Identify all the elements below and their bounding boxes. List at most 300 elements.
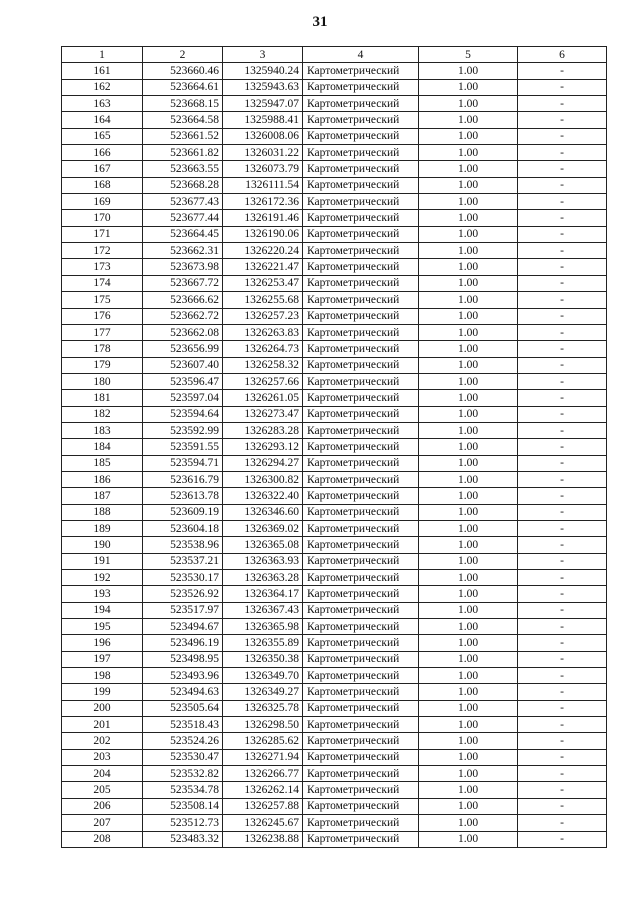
- cell-accuracy: 1.00: [419, 79, 518, 95]
- cell-point-number: 172: [62, 243, 143, 259]
- cell-method: Картометрический: [303, 373, 419, 389]
- cell-y-coordinate: 1326263.83: [223, 324, 303, 340]
- cell-x-coordinate: 523677.43: [143, 194, 223, 210]
- cell-point-number: 181: [62, 390, 143, 406]
- table-row: [62, 520, 607, 536]
- cell-accuracy: 1.00: [419, 749, 518, 765]
- cell-x-coordinate: 523607.40: [143, 357, 223, 373]
- cell-note: -: [518, 324, 607, 340]
- cell-accuracy: 1.00: [419, 226, 518, 242]
- cell-point-number: 175: [62, 292, 143, 308]
- cell-point-number: 183: [62, 422, 143, 438]
- cell-y-coordinate: 1326365.98: [223, 619, 303, 635]
- cell-accuracy: 1.00: [419, 471, 518, 487]
- cell-point-number: 177: [62, 324, 143, 340]
- cell-point-number: 194: [62, 602, 143, 618]
- cell-point-number: 207: [62, 815, 143, 831]
- cell-y-coordinate: 1326257.88: [223, 798, 303, 814]
- cell-x-coordinate: 523524.26: [143, 733, 223, 749]
- cell-method: Картометрический: [303, 782, 419, 798]
- cell-note: -: [518, 619, 607, 635]
- cell-method: Картометрический: [303, 161, 419, 177]
- cell-point-number: 168: [62, 177, 143, 193]
- table-row: [62, 357, 607, 373]
- table-row: [62, 243, 607, 259]
- cell-method: Картометрический: [303, 194, 419, 210]
- cell-x-coordinate: 523494.63: [143, 684, 223, 700]
- cell-point-number: 169: [62, 194, 143, 210]
- cell-x-coordinate: 523661.52: [143, 128, 223, 144]
- cell-y-coordinate: 1326363.28: [223, 570, 303, 586]
- cell-method: Картометрический: [303, 602, 419, 618]
- cell-y-coordinate: 1326294.27: [223, 455, 303, 471]
- cell-y-coordinate: 1326111.54: [223, 177, 303, 193]
- cell-x-coordinate: 523668.15: [143, 96, 223, 112]
- cell-point-number: 166: [62, 145, 143, 161]
- cell-point-number: 193: [62, 586, 143, 602]
- cell-point-number: 176: [62, 308, 143, 324]
- cell-point-number: 170: [62, 210, 143, 226]
- cell-x-coordinate: 523597.04: [143, 390, 223, 406]
- cell-x-coordinate: 523526.92: [143, 586, 223, 602]
- cell-point-number: 208: [62, 831, 143, 847]
- table-row: [62, 684, 607, 700]
- cell-point-number: 185: [62, 455, 143, 471]
- cell-note: -: [518, 357, 607, 373]
- table-row: [62, 210, 607, 226]
- cell-note: -: [518, 733, 607, 749]
- table-row: [62, 194, 607, 210]
- cell-accuracy: 1.00: [419, 373, 518, 389]
- cell-accuracy: 1.00: [419, 112, 518, 128]
- cell-point-number: 195: [62, 619, 143, 635]
- cell-accuracy: 1.00: [419, 684, 518, 700]
- cell-accuracy: 1.00: [419, 128, 518, 144]
- cell-point-number: 184: [62, 439, 143, 455]
- cell-point-number: 201: [62, 717, 143, 733]
- cell-y-coordinate: 1326266.77: [223, 766, 303, 782]
- cell-point-number: 205: [62, 782, 143, 798]
- cell-point-number: 186: [62, 471, 143, 487]
- cell-note: -: [518, 766, 607, 782]
- cell-method: Картометрический: [303, 749, 419, 765]
- cell-point-number: 202: [62, 733, 143, 749]
- cell-x-coordinate: 523668.28: [143, 177, 223, 193]
- cell-x-coordinate: 523662.72: [143, 308, 223, 324]
- cell-point-number: 197: [62, 651, 143, 667]
- cell-accuracy: 1.00: [419, 357, 518, 373]
- cell-note: -: [518, 831, 607, 847]
- cell-note: -: [518, 128, 607, 144]
- cell-method: Картометрический: [303, 112, 419, 128]
- cell-y-coordinate: 1326253.47: [223, 275, 303, 291]
- cell-note: -: [518, 406, 607, 422]
- table-row: [62, 553, 607, 569]
- table-row: [62, 455, 607, 471]
- cell-y-coordinate: 1326322.40: [223, 488, 303, 504]
- cell-note: -: [518, 145, 607, 161]
- table-row: [62, 177, 607, 193]
- cell-y-coordinate: 1326349.70: [223, 668, 303, 684]
- cell-x-coordinate: 523532.82: [143, 766, 223, 782]
- cell-note: -: [518, 815, 607, 831]
- cell-method: Картометрический: [303, 275, 419, 291]
- cell-method: Картометрический: [303, 635, 419, 651]
- cell-method: Картометрический: [303, 651, 419, 667]
- cell-y-coordinate: 1326008.06: [223, 128, 303, 144]
- header-col-4: 4: [303, 47, 419, 63]
- cell-method: Картометрический: [303, 553, 419, 569]
- cell-y-coordinate: 1326325.78: [223, 700, 303, 716]
- cell-accuracy: 1.00: [419, 520, 518, 536]
- cell-note: -: [518, 668, 607, 684]
- table-row: [62, 488, 607, 504]
- cell-note: -: [518, 390, 607, 406]
- cell-accuracy: 1.00: [419, 700, 518, 716]
- cell-x-coordinate: 523534.78: [143, 782, 223, 798]
- cell-point-number: 191: [62, 553, 143, 569]
- cell-point-number: 198: [62, 668, 143, 684]
- cell-y-coordinate: 1326363.93: [223, 553, 303, 569]
- cell-point-number: 178: [62, 341, 143, 357]
- cell-x-coordinate: 523483.32: [143, 831, 223, 847]
- table-row: [62, 128, 607, 144]
- cell-accuracy: 1.00: [419, 243, 518, 259]
- cell-y-coordinate: 1326031.22: [223, 145, 303, 161]
- cell-point-number: 161: [62, 63, 143, 79]
- cell-y-coordinate: 1326298.50: [223, 717, 303, 733]
- cell-note: -: [518, 553, 607, 569]
- cell-method: Картометрический: [303, 324, 419, 340]
- cell-accuracy: 1.00: [419, 782, 518, 798]
- cell-x-coordinate: 523496.19: [143, 635, 223, 651]
- cell-note: -: [518, 439, 607, 455]
- cell-accuracy: 1.00: [419, 831, 518, 847]
- cell-note: -: [518, 96, 607, 112]
- cell-x-coordinate: 523596.47: [143, 373, 223, 389]
- cell-method: Картометрический: [303, 537, 419, 553]
- table-row: [62, 700, 607, 716]
- table-row: [62, 275, 607, 291]
- table-row: [62, 733, 607, 749]
- cell-note: -: [518, 210, 607, 226]
- cell-y-coordinate: 1326273.47: [223, 406, 303, 422]
- table-row: [62, 570, 607, 586]
- cell-note: -: [518, 341, 607, 357]
- table-row: [62, 668, 607, 684]
- cell-accuracy: 1.00: [419, 488, 518, 504]
- cell-note: -: [518, 194, 607, 210]
- coordinates-table: [61, 46, 607, 848]
- cell-y-coordinate: 1326172.36: [223, 194, 303, 210]
- cell-x-coordinate: 523530.17: [143, 570, 223, 586]
- cell-method: Картометрический: [303, 422, 419, 438]
- cell-method: Картометрический: [303, 684, 419, 700]
- cell-note: -: [518, 782, 607, 798]
- cell-note: -: [518, 749, 607, 765]
- cell-note: -: [518, 635, 607, 651]
- cell-note: -: [518, 798, 607, 814]
- table-row: [62, 79, 607, 95]
- cell-y-coordinate: 1325940.24: [223, 63, 303, 79]
- table-row: [62, 63, 607, 79]
- cell-method: Картометрический: [303, 668, 419, 684]
- cell-method: Картометрический: [303, 733, 419, 749]
- cell-accuracy: 1.00: [419, 766, 518, 782]
- cell-y-coordinate: 1326365.08: [223, 537, 303, 553]
- cell-method: Картометрический: [303, 831, 419, 847]
- cell-y-coordinate: 1326367.43: [223, 602, 303, 618]
- cell-method: Картометрический: [303, 341, 419, 357]
- cell-method: Картометрический: [303, 766, 419, 782]
- cell-note: -: [518, 177, 607, 193]
- cell-accuracy: 1.00: [419, 798, 518, 814]
- cell-x-coordinate: 523512.73: [143, 815, 223, 831]
- cell-point-number: 163: [62, 96, 143, 112]
- table-row: [62, 96, 607, 112]
- cell-y-coordinate: 1326355.89: [223, 635, 303, 651]
- cell-method: Картометрический: [303, 439, 419, 455]
- page-number: 31: [312, 14, 328, 30]
- cell-note: -: [518, 275, 607, 291]
- cell-y-coordinate: 1326346.60: [223, 504, 303, 520]
- cell-accuracy: 1.00: [419, 439, 518, 455]
- cell-point-number: 188: [62, 504, 143, 520]
- cell-accuracy: 1.00: [419, 553, 518, 569]
- cell-method: Картометрический: [303, 226, 419, 242]
- cell-y-coordinate: 1326258.32: [223, 357, 303, 373]
- cell-method: Картометрический: [303, 63, 419, 79]
- table-row: [62, 145, 607, 161]
- cell-x-coordinate: 523609.19: [143, 504, 223, 520]
- cell-method: Картометрический: [303, 243, 419, 259]
- cell-x-coordinate: 523594.71: [143, 455, 223, 471]
- cell-x-coordinate: 523663.55: [143, 161, 223, 177]
- cell-note: -: [518, 504, 607, 520]
- cell-accuracy: 1.00: [419, 161, 518, 177]
- cell-point-number: 203: [62, 749, 143, 765]
- cell-note: -: [518, 602, 607, 618]
- cell-note: -: [518, 717, 607, 733]
- cell-note: -: [518, 373, 607, 389]
- cell-method: Картометрический: [303, 145, 419, 161]
- cell-x-coordinate: 523604.18: [143, 520, 223, 536]
- table-row: [62, 471, 607, 487]
- cell-accuracy: 1.00: [419, 145, 518, 161]
- cell-x-coordinate: 523661.82: [143, 145, 223, 161]
- cell-method: Картометрический: [303, 455, 419, 471]
- table-row: [62, 831, 607, 847]
- cell-accuracy: 1.00: [419, 324, 518, 340]
- table-row: [62, 537, 607, 553]
- header-col-3: 3: [223, 47, 303, 63]
- cell-x-coordinate: 523505.64: [143, 700, 223, 716]
- table-row: [62, 406, 607, 422]
- cell-x-coordinate: 523664.45: [143, 226, 223, 242]
- cell-y-coordinate: 1326245.67: [223, 815, 303, 831]
- cell-accuracy: 1.00: [419, 177, 518, 193]
- table-row: [62, 586, 607, 602]
- cell-method: Картометрический: [303, 259, 419, 275]
- cell-point-number: 164: [62, 112, 143, 128]
- table-row: [62, 341, 607, 357]
- cell-note: -: [518, 79, 607, 95]
- cell-y-coordinate: 1326285.62: [223, 733, 303, 749]
- cell-x-coordinate: 523677.44: [143, 210, 223, 226]
- cell-method: Картометрический: [303, 471, 419, 487]
- cell-note: -: [518, 684, 607, 700]
- cell-method: Картометрический: [303, 586, 419, 602]
- cell-method: Картометрический: [303, 504, 419, 520]
- cell-x-coordinate: 523616.79: [143, 471, 223, 487]
- cell-x-coordinate: 523508.14: [143, 798, 223, 814]
- cell-x-coordinate: 523591.55: [143, 439, 223, 455]
- cell-point-number: 171: [62, 226, 143, 242]
- cell-note: -: [518, 488, 607, 504]
- cell-method: Картометрический: [303, 488, 419, 504]
- cell-y-coordinate: 1326261.05: [223, 390, 303, 406]
- cell-point-number: 204: [62, 766, 143, 782]
- cell-y-coordinate: 1326300.82: [223, 471, 303, 487]
- table-row: [62, 259, 607, 275]
- cell-method: Картометрический: [303, 798, 419, 814]
- cell-point-number: 167: [62, 161, 143, 177]
- cell-point-number: 162: [62, 79, 143, 95]
- cell-y-coordinate: 1326364.17: [223, 586, 303, 602]
- cell-x-coordinate: 523613.78: [143, 488, 223, 504]
- table-row: [62, 766, 607, 782]
- cell-y-coordinate: 1326350.38: [223, 651, 303, 667]
- cell-accuracy: 1.00: [419, 815, 518, 831]
- table-header: [62, 47, 607, 63]
- cell-accuracy: 1.00: [419, 275, 518, 291]
- cell-method: Картометрический: [303, 570, 419, 586]
- cell-y-coordinate: 1326262.14: [223, 782, 303, 798]
- cell-y-coordinate: 1326293.12: [223, 439, 303, 455]
- cell-y-coordinate: 1326264.73: [223, 341, 303, 357]
- cell-method: Картометрический: [303, 79, 419, 95]
- cell-method: Картометрический: [303, 390, 419, 406]
- table-row: [62, 651, 607, 667]
- cell-y-coordinate: 1326283.28: [223, 422, 303, 438]
- cell-accuracy: 1.00: [419, 504, 518, 520]
- cell-accuracy: 1.00: [419, 210, 518, 226]
- cell-x-coordinate: 523530.47: [143, 749, 223, 765]
- table-row: [62, 112, 607, 128]
- cell-point-number: 200: [62, 700, 143, 716]
- header-col-6: 6: [518, 47, 607, 63]
- cell-y-coordinate: 1326255.68: [223, 292, 303, 308]
- table-row: [62, 226, 607, 242]
- cell-note: -: [518, 63, 607, 79]
- cell-method: Картометрический: [303, 128, 419, 144]
- cell-x-coordinate: 523493.96: [143, 668, 223, 684]
- cell-point-number: 179: [62, 357, 143, 373]
- cell-point-number: 190: [62, 537, 143, 553]
- cell-method: Картометрический: [303, 619, 419, 635]
- cell-method: Картометрический: [303, 717, 419, 733]
- cell-method: Картометрический: [303, 210, 419, 226]
- table-row: [62, 161, 607, 177]
- cell-y-coordinate: 1326190.06: [223, 226, 303, 242]
- table-row: [62, 635, 607, 651]
- cell-point-number: 196: [62, 635, 143, 651]
- cell-y-coordinate: 1326191.46: [223, 210, 303, 226]
- cell-point-number: 182: [62, 406, 143, 422]
- cell-note: -: [518, 537, 607, 553]
- table-row: [62, 717, 607, 733]
- cell-note: -: [518, 161, 607, 177]
- table-row: [62, 504, 607, 520]
- cell-x-coordinate: 523667.72: [143, 275, 223, 291]
- cell-accuracy: 1.00: [419, 63, 518, 79]
- cell-y-coordinate: 1326257.23: [223, 308, 303, 324]
- cell-point-number: 187: [62, 488, 143, 504]
- table-row: [62, 602, 607, 618]
- cell-note: -: [518, 308, 607, 324]
- cell-accuracy: 1.00: [419, 717, 518, 733]
- cell-accuracy: 1.00: [419, 570, 518, 586]
- cell-method: Картометрический: [303, 520, 419, 536]
- table-row: [62, 439, 607, 455]
- cell-accuracy: 1.00: [419, 96, 518, 112]
- cell-method: Картометрический: [303, 815, 419, 831]
- cell-note: -: [518, 586, 607, 602]
- cell-y-coordinate: 1326349.27: [223, 684, 303, 700]
- cell-x-coordinate: 523662.31: [143, 243, 223, 259]
- cell-note: -: [518, 570, 607, 586]
- cell-accuracy: 1.00: [419, 619, 518, 635]
- cell-point-number: 192: [62, 570, 143, 586]
- cell-accuracy: 1.00: [419, 422, 518, 438]
- cell-x-coordinate: 523673.98: [143, 259, 223, 275]
- cell-accuracy: 1.00: [419, 668, 518, 684]
- cell-note: -: [518, 243, 607, 259]
- cell-x-coordinate: 523517.97: [143, 602, 223, 618]
- cell-y-coordinate: 1325943.63: [223, 79, 303, 95]
- cell-note: -: [518, 226, 607, 242]
- cell-x-coordinate: 523498.95: [143, 651, 223, 667]
- cell-x-coordinate: 523494.67: [143, 619, 223, 635]
- table-row: [62, 308, 607, 324]
- table-row: [62, 815, 607, 831]
- cell-x-coordinate: 523664.58: [143, 112, 223, 128]
- cell-note: -: [518, 520, 607, 536]
- cell-point-number: 174: [62, 275, 143, 291]
- cell-method: Картометрический: [303, 406, 419, 422]
- cell-point-number: 199: [62, 684, 143, 700]
- cell-accuracy: 1.00: [419, 651, 518, 667]
- cell-accuracy: 1.00: [419, 341, 518, 357]
- cell-accuracy: 1.00: [419, 537, 518, 553]
- cell-x-coordinate: 523594.64: [143, 406, 223, 422]
- cell-y-coordinate: 1326221.47: [223, 259, 303, 275]
- cell-method: Картометрический: [303, 292, 419, 308]
- cell-accuracy: 1.00: [419, 406, 518, 422]
- cell-method: Картометрический: [303, 177, 419, 193]
- cell-x-coordinate: 523538.96: [143, 537, 223, 553]
- header-row: [62, 47, 607, 63]
- cell-accuracy: 1.00: [419, 308, 518, 324]
- cell-y-coordinate: 1325988.41: [223, 112, 303, 128]
- cell-note: -: [518, 455, 607, 471]
- cell-point-number: 206: [62, 798, 143, 814]
- cell-point-number: 173: [62, 259, 143, 275]
- cell-accuracy: 1.00: [419, 586, 518, 602]
- table-row: [62, 373, 607, 389]
- cell-note: -: [518, 700, 607, 716]
- cell-note: -: [518, 651, 607, 667]
